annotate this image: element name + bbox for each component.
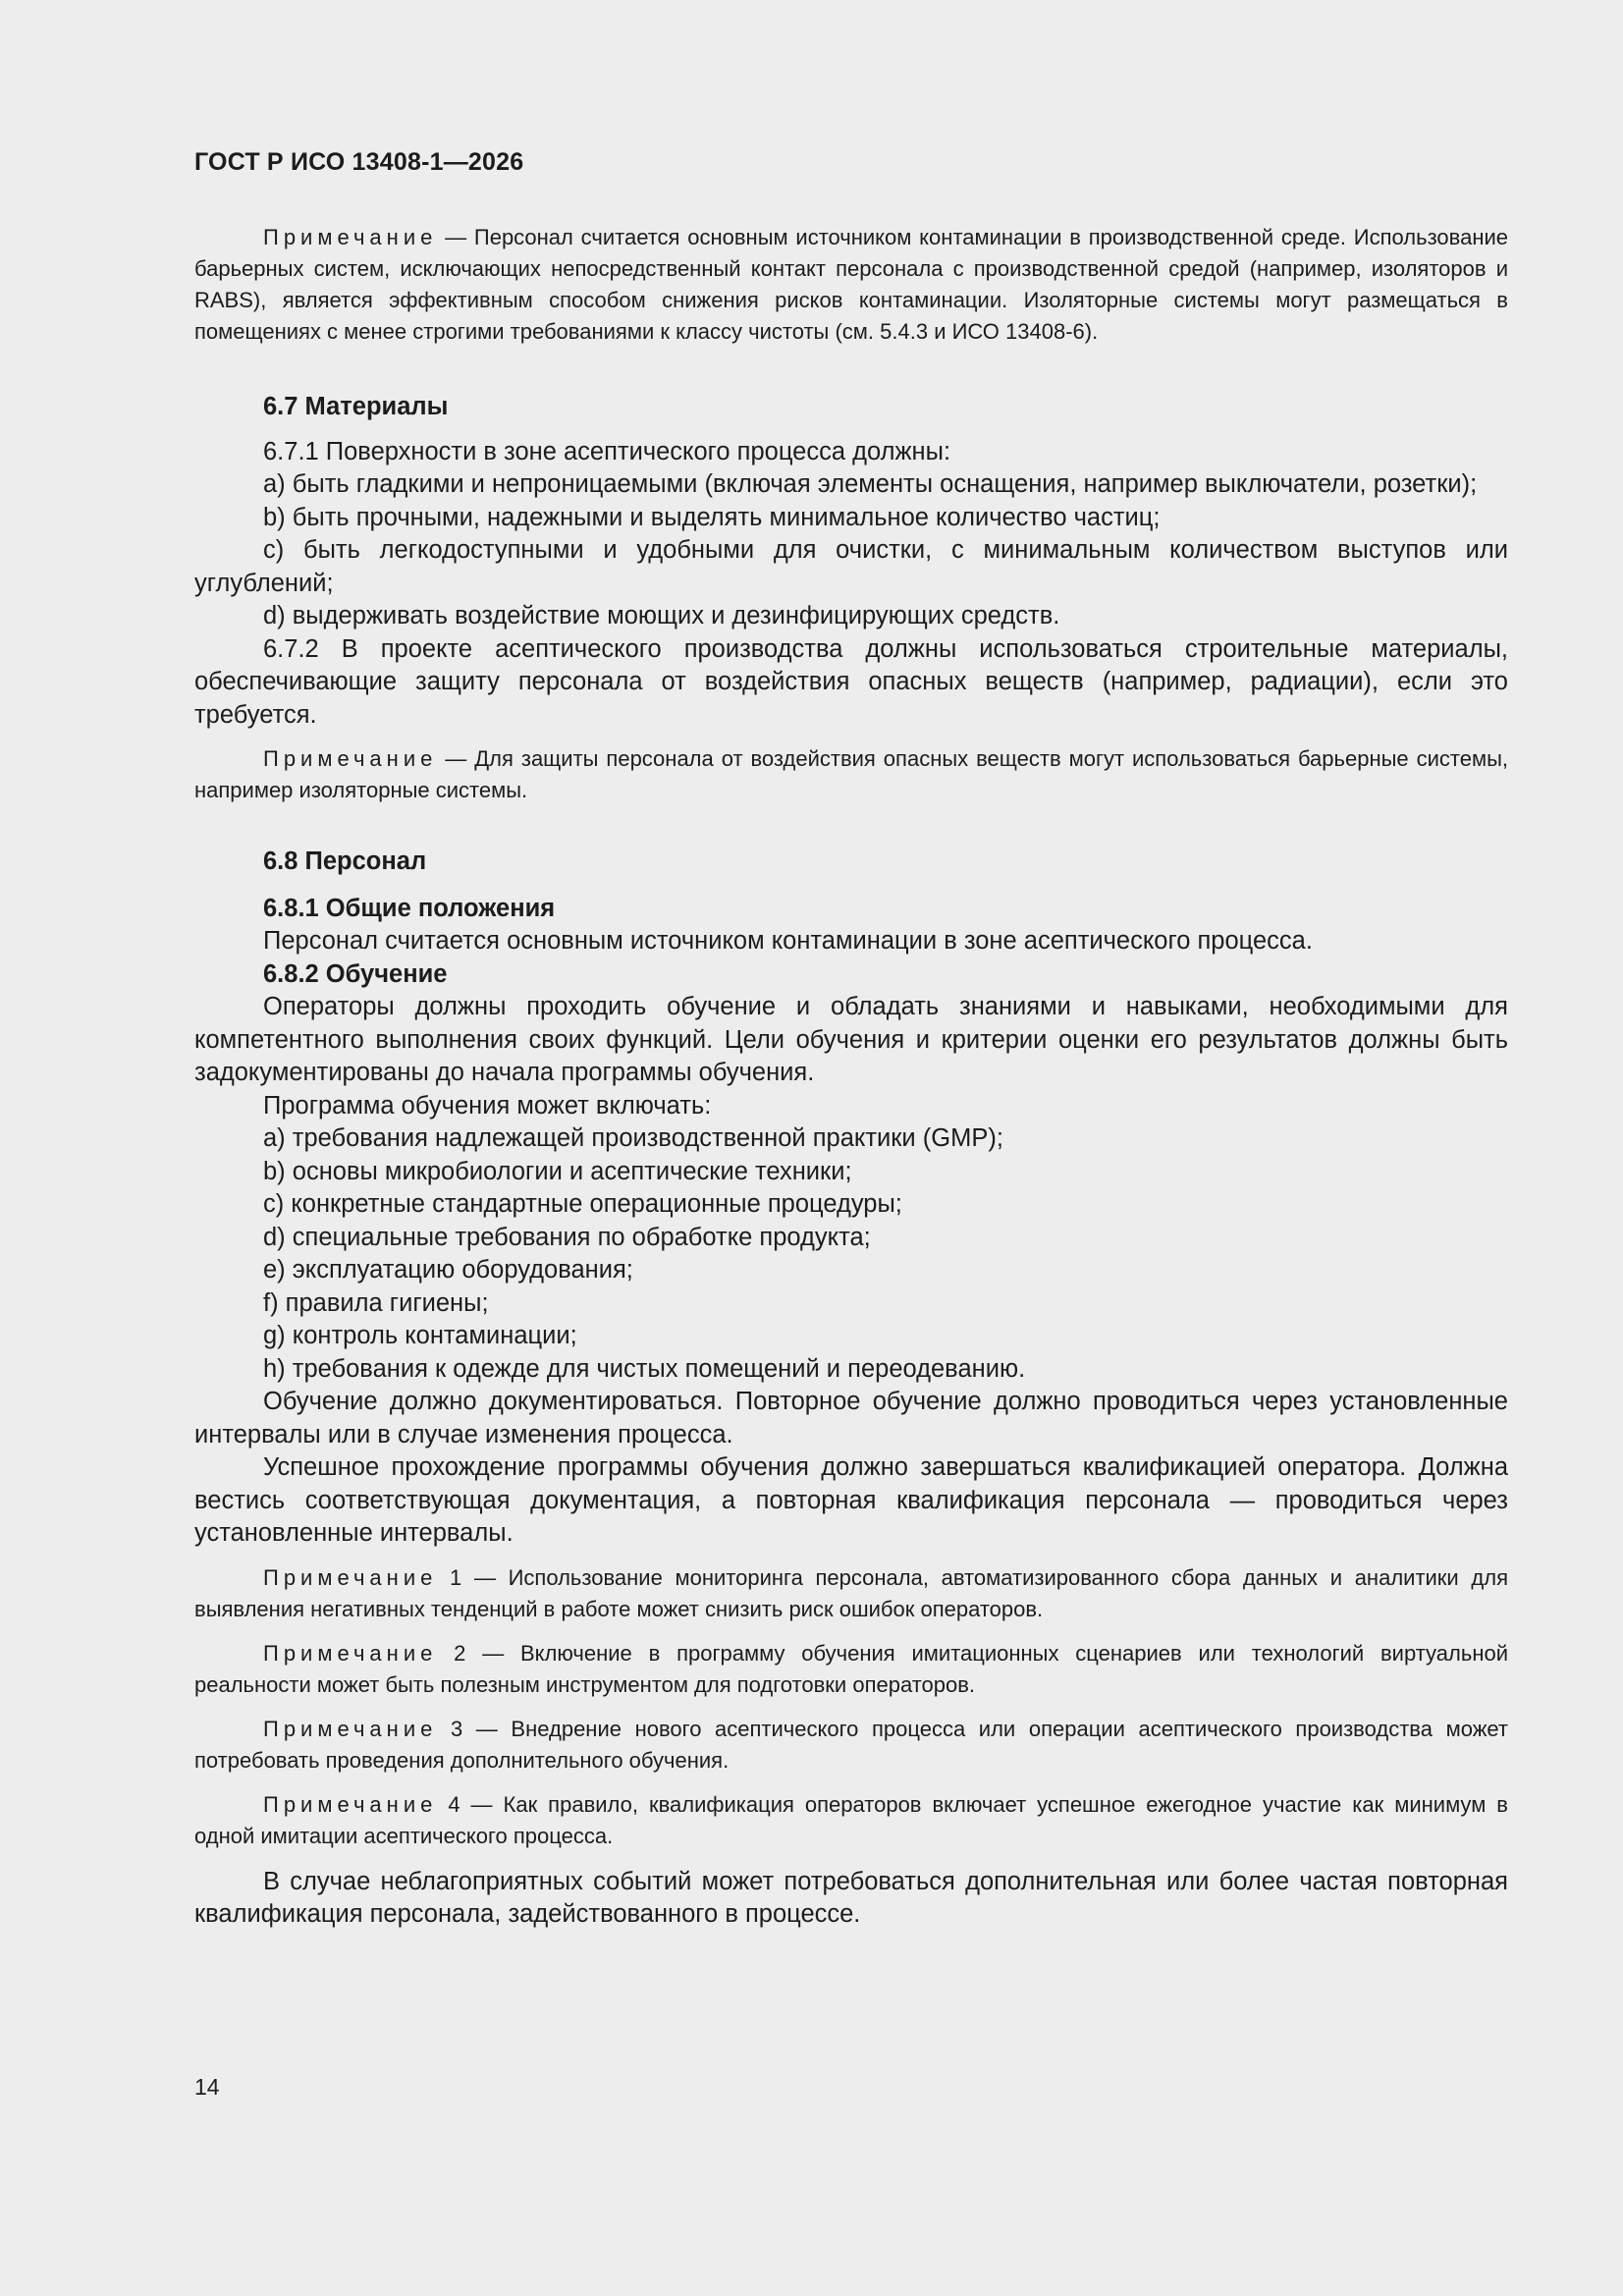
section-6-8-1-title: 6.8.1 Общие положения xyxy=(263,894,556,922)
section-6-8-2-title: 6.8.2 Обучение xyxy=(263,959,448,988)
para-6-8-2-4: Успешное прохождение программы обучения должно завершаться квалификацией оператора. Должна вестись соответствующая документация, а повторная квалификация персонала — проводиться через установленные интервалы. xyxy=(194,1453,1508,1547)
note-6-8-2 xyxy=(194,1638,1508,1701)
list-item-6-7-1-a: a) быть гладкими и непроницаемыми (включая элементы оснащения, например выключатели, розетки); xyxy=(263,470,1478,498)
document-header: ГОСТ Р ИСО 13408-1—2026 xyxy=(194,148,524,176)
list-item: e) эксплуатацию оборудования; xyxy=(263,1256,633,1284)
list-item: c) конкретные стандартные операционные процедуры; xyxy=(263,1190,902,1218)
note-label: Примечание xyxy=(263,1564,438,1590)
page-number: 14 xyxy=(194,2074,220,2100)
note-6-8-1 xyxy=(194,1562,1508,1625)
para-6-7-1: 6.7.1 Поверхности в зоне асептического процесса должны: xyxy=(263,437,951,465)
note-text: 4 — Как правило, квалификация операторов включает успешное ежегодное участие как минимум в одной имитации асептического процесса. xyxy=(194,1791,1508,1848)
note-text: 2 — Включение в программу обучения имитационных сценариев или технологий виртуальной реальности может быть полезным инструментом для подготовки операторов. xyxy=(194,1640,1508,1697)
list-item: f) правила гигиены; xyxy=(263,1288,489,1317)
list-item: h) требования к одежде для чистых помещений и переодеванию. xyxy=(263,1354,1026,1383)
para-6-8-1: Персонал считается основным источником контаминации в зоне асептического процесса. xyxy=(263,927,1313,955)
list-item: g) контроль контаминации; xyxy=(263,1322,577,1349)
note-text: 3 — Внедрение нового асептического процесса или операции асептического производства может потребовать проведения дополнительного обучения. xyxy=(194,1716,1508,1773)
note-6-8-3 xyxy=(194,1714,1508,1777)
list-item: a) требования надлежащей производственной практики (GMP); xyxy=(263,1124,1003,1152)
section-6-7-title: 6.7 Материалы xyxy=(263,393,449,420)
page-content xyxy=(194,222,1508,1932)
note-text: 1 — Использование мониторинга персонала, автоматизированного сбора данных и аналитики для выявления негативных тенденций в работе может снизить риск ошибок операторов. xyxy=(194,1564,1508,1621)
note-label: Примечание xyxy=(263,225,438,249)
note-label: Примечание xyxy=(263,1716,438,1741)
para-6-7-2: 6.7.2 В проекте асептического производства должны использоваться строительные материалы, обеспечивающие защиту персонала от воздействия опасных веществ (например, радиации), если это требуется. xyxy=(194,634,1508,729)
para-6-8-2-3: Обучение должно документироваться. Повторное обучение должно проводиться через установленные интервалы или в случае изменения процесса. xyxy=(194,1388,1508,1449)
para-6-8-2-2: Программа обучения может включать: xyxy=(263,1091,712,1120)
note-6-7 xyxy=(194,743,1508,806)
note-top xyxy=(194,222,1508,348)
section-6-8-title: 6.8 Персонал xyxy=(263,847,427,875)
note-label: Примечание xyxy=(263,746,438,771)
list-item-6-7-1-d: d) выдерживать воздействие моющих и дезинфицирующих средств. xyxy=(263,602,1060,629)
note-text: — Персонал считается основным источником контаминации в производственной среде. Использование барьерных систем, исключающих непосредственный контакт персонала с производственной средой (например, изоляторов и RABS), является эффективным способом снижения рисков контаминации. Изоляторные системы могут размещаться в помещениях с менее строгими требованиями к классу чистоты (см. 5.4.3 и ИСО 13408-6). xyxy=(194,225,1508,344)
para-6-8-2-1: Операторы должны проходить обучение и обладать знаниями и навыками, необходимыми для компетентного выполнения своих функций. Цели обучения и критерии оценки его результатов должны быть задокументированы до начала программы обучения. xyxy=(194,993,1508,1086)
note-text: — Для защиты персонала от воздействия опасных веществ могут использоваться барьерные системы, например изоляторные системы. xyxy=(194,746,1508,802)
para-6-8-2-5: В случае неблагоприятных событий может потребоваться дополнительная или более частая повторная квалификация персонала, задействованного в процессе. xyxy=(194,1867,1508,1928)
note-6-8-4 xyxy=(194,1789,1508,1852)
note-label: Примечание xyxy=(263,1791,438,1817)
note-label: Примечание xyxy=(263,1640,438,1666)
list-item-6-7-1-b: b) быть прочными, надежными и выделять минимальное количество частиц; xyxy=(263,503,1161,531)
list-item: b) основы микробиологии и асептические техники; xyxy=(263,1157,852,1185)
list-item: d) специальные требования по обработке продукта; xyxy=(263,1223,871,1251)
list-item-6-7-1-c: c) быть легкодоступными и удобными для очистки, с минимальным количеством выступов или углублений; xyxy=(194,536,1508,597)
